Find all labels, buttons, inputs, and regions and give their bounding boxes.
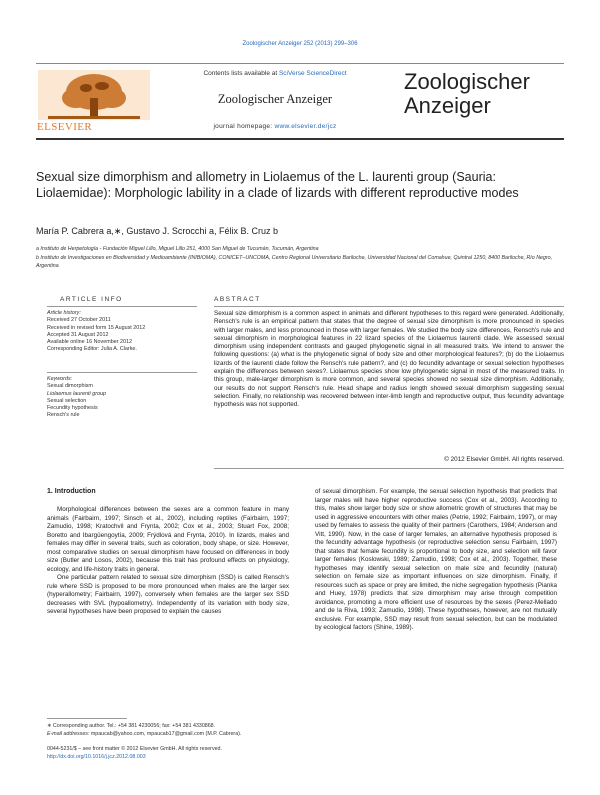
history-received: Received 27 October 2011 — [47, 317, 111, 324]
contents-prefix: Contents lists available at — [203, 70, 279, 77]
affiliation-b: b Instituto de Investigaciones en Biodiversidad y Medioambiente (INIBIOMA), CONICET–UNCOMA, Centro Regional Universitario Bariloche, Universidad Nacional del Comahue, Quintral 1250, 8400 Bariloche, Río Negro, Argentina — [36, 254, 553, 269]
history-accepted: Accepted 31 August 2012 — [47, 331, 109, 338]
history-revised: Received in revised form 15 August 2012 — [47, 324, 146, 331]
header-bottom-rule — [36, 138, 564, 140]
big-title-line-1: Zoologischer — [404, 69, 530, 94]
article-title: Sexual size dimorphism and allometry in Liolaemus of the L. laurenti group (Sauria: Liolaemidae): Morphologic lability in a clade of lizards with different reproductive modes — [36, 170, 519, 200]
journal-name: Zoologischer Anzeiger — [217, 92, 333, 106]
big-title-line-2: Anzeiger — [404, 93, 491, 118]
sciencedirect-link[interactable]: SciVerse ScienceDirect — [278, 70, 347, 77]
copyright-notice: © 2012 Elsevier GmbH. All rights reserved. — [444, 456, 564, 463]
contents-available-line — [160, 70, 390, 77]
keywords-rule — [47, 372, 197, 373]
affiliations — [36, 245, 564, 271]
abstract-bottom-rule — [214, 468, 564, 469]
keyword-item: Rensch's rule — [47, 412, 80, 419]
issn-line: 0044-5231/$ – see front matter © 2012 Elsevier GmbH. All rights reserved. — [47, 746, 222, 752]
history-editor: Corresponding Editor: Julia A. Clarke. — [47, 346, 137, 353]
history-online: Available online 16 November 2012 — [47, 339, 133, 346]
body-left-column — [47, 506, 289, 617]
email-label: E-mail addresses: — [47, 731, 90, 737]
author-list: María P. Cabrera a,∗, Gustavo J. Scrocchi a, Félix B. Cruz b — [36, 226, 278, 236]
journal-big-title — [404, 70, 530, 118]
keyword-item: Sexual selection — [47, 397, 87, 404]
footnote — [47, 722, 295, 738]
section-heading-introduction: 1. Introduction — [47, 488, 96, 495]
keyword-item: Fecundity hypothesis — [47, 405, 98, 412]
article-history — [47, 310, 197, 354]
email-addresses[interactable]: mpaucab@yahoo.com, mpaucab17@gmail.com (M.P. Cabrera). — [90, 731, 242, 737]
footnote-rule — [47, 718, 127, 719]
keywords-block — [47, 376, 197, 420]
body-paragraph: of sexual dimorphism. For example, the sexual selection hypothesis that predicts that larger males will have higher reproductive success (Cox et al., 2003). According to this, males show larger body size or show allometric growth of structures that may be used in aggressive encounters with other males (Petrie, 1992; Fairbairn, 1997), or may used by females to assess the quality of their partners (Carothers, 1984; Anderson and Vitt, 1990). Now, in the case of larger females, an alternative hypothesis proposed is the fecundity advantage hypothesis (or reproductive selection sensu Fairbairn, 1997) that states that female fecundity is proportional to body size, and selection will favor larger females (Koslowski, 1989; Zamudio, 1998; Cox et al., 2003). Together, these hypotheses may identify sexual selection on male size and fecundity (natural) selection on female size as important influences on size dimorphism. Finally, if resources such as space or prey are limited, the niche segregation hypothesis (Pianka and Huey, 1978) predicts that size dimorphism may arise through competition avoidance, promoting a more efficient use of resources by the sexes (Perez-Mellado and de la Riva, 1993; Zamudio, 1998). These hypotheses, however, are not mutually exclusive. For example, SSD may result from sexual selection, but can be modulated by ecological factors (Shine, 1989). — [315, 488, 557, 631]
journal-citation-link[interactable]: Zoologischer Anzeiger 252 (2013) 299–306 — [242, 41, 358, 47]
body-right-column — [315, 488, 557, 633]
corresponding-author-note: ∗ Corresponding author. Tel.: +54 381 4230056; fax: +54 381 4330868. — [47, 723, 216, 729]
keyword-item: Sexual dimorphism — [47, 383, 93, 390]
abstract-rule — [214, 306, 564, 307]
email-note — [47, 730, 295, 738]
publisher-wordmark: ELSEVIER — [37, 121, 93, 133]
affiliation-a: a Instituto de Herpetología - Fundación Miguel Lillo, Miguel Lillo 251, 4000 San Miguel de Tucumán, Tucumán, Argentina — [36, 246, 319, 252]
doi-link[interactable]: http://dx.doi.org/10.1016/j.jcz.2012.08.003 — [47, 754, 146, 760]
page-footer — [47, 745, 347, 761]
journal-homepage-line — [160, 123, 390, 130]
article-info-rule — [47, 306, 197, 307]
article-info-label: ARTICLE INFO — [60, 296, 123, 303]
homepage-prefix: journal homepage: — [213, 123, 275, 130]
history-label: Article history: — [47, 310, 81, 316]
header-top-rule — [36, 63, 564, 64]
body-paragraph: Morphological differences between the sexes are a common feature in many animals (Fairbairn, 1997; Sinsch et al., 2002), including reptiles (Fairbairn, 1997; Zamudio, 1998; Kratochvil and Frynta, 2002; Cox et al., 2003; Stuart Fox, 2008; Boretto and Ibargüengoytía, 2009; Frýdlová and Frynta, 2010). In lizards, males and females may differ in several traits, such as coloration, body shape, or size. However, most comparative studies on sexual dimorphism have focused on differences in body size (Butler and Losos, 2002), because this trait has profound effects on physiology, ecology, and life-history traits in general. — [47, 506, 289, 573]
keyword-item: Liolaemus laurenti group — [47, 390, 107, 397]
homepage-link[interactable]: www.elsevier.de/jcz — [274, 123, 337, 130]
body-paragraph: One particular pattern related to sexual size dimorphism (SSD) is called Rensch's rule where SSD is proposed to be more pronounced when males are the larger sex (hyperallometry; Fairbairn, 1997), conversely when females are the larger sex SSD decreases with SVL (hypoallometry). Independently of its variation with body size, several hypotheses have been proposed to explain the causes — [47, 574, 289, 615]
abstract-text: Sexual size dimorphism is a common aspect in animals and different hypotheses to this regard were generated. Additionally, Rensch's rule is an empirical pattern that states that the degree of sexual size dimorphism is more pronounced in species with larger males, and less pronounced in those with larger females. We studied the body size differences, Rensch's rule and sexual dimorphism in morphological features in 22 lizard species of the Liolaemus laurenti clade. We assessed sexual dimorphism using independent contrasts and gauged phylogenetic signal in all measured traits. We intend to answer the following questions: (a) what is the phylogenetic signal of body size and other morphological features?; (b) do the Liolaemus lizards of the laurenti clade follow the Rensch's rule pattern?, and (c) do fecundity advantage or sexual selection hypotheses explain the differences between sexes?. Liolaemus species show low phylogenetic signal in most of the measured traits. In this group, male-larger dimorphism is more common, and several species showed no sexual size dimorphism. Additionally, our results do not support Rensch's rule. Head shape and radius length showed sexual dimorphism suggesting sexual selection. Finally, no relationship was recovered between inter-limb length and reproductive output, thus fecundity advantage hypothesis was not supported. — [214, 310, 564, 409]
keywords-label: Keywords: — [47, 376, 73, 382]
abstract-label: ABSTRACT — [214, 296, 261, 303]
